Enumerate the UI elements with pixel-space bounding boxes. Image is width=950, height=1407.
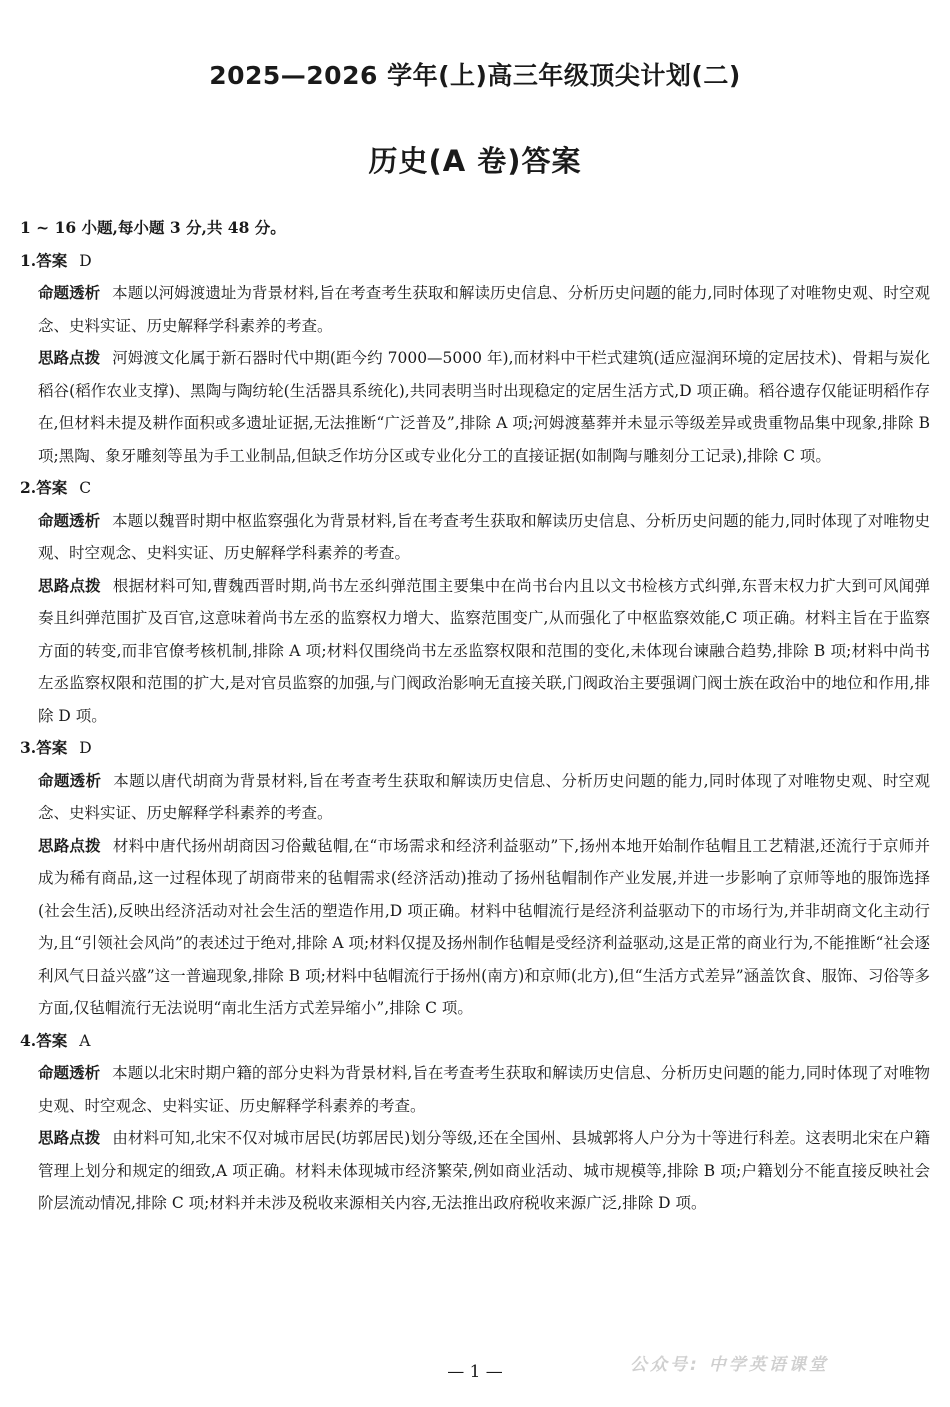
analysis-paragraph bbox=[20, 765, 930, 830]
reasoning-text: 河姆渡文化属于新石器时代中期(距今约 7000—5000 年),而材料中干栏式建筑(适应湿润环境的定居技术)、骨耜与炭化稻谷(稻作农业支撑)、黑陶与陶纺轮(生活器具系统化),共同表明当时出现稳定的定居生活方式,D 项正确。稻谷遗存仅能证明稻作存在,但材料未提及耕作面积或多遗址证据,无法推断“广泛普及”,排除 A 项;河姆渡墓葬并未显示等级差异或贵重物品集中现象,排除 B 项;黑陶、象牙雕刻等虽为手工业制品,但缺乏作坊分区或专业化分工的直接证据(如制陶与雕刻分工记录),排除 C 项。 bbox=[38, 349, 930, 465]
answer-value: D bbox=[79, 251, 92, 270]
answer-value: A bbox=[79, 1031, 91, 1050]
answer-label: 答案 bbox=[36, 478, 68, 497]
answer-value: C bbox=[79, 479, 92, 497]
answer-label: 答案 bbox=[36, 250, 68, 270]
analysis-text: 本题以北宋时期户籍的部分史料为背景材料,旨在考查考生获取和解读历史信息、分析历史问题的能力,同时体现了对唯物史观、时空观念、史料实证、历史解释学科素养的考查。 bbox=[38, 1064, 930, 1115]
scoring-intro: 1 ~ 16 小题,每小题 3 分,共 48 分。 bbox=[20, 218, 286, 237]
reasoning-label: 思路点拨 bbox=[38, 576, 101, 595]
answer-label: 答案 bbox=[36, 738, 68, 757]
analysis-paragraph bbox=[20, 1057, 930, 1122]
analysis-text: 本题以魏晋时期中枢监察强化为背景材料,旨在考查考生获取和解读历史信息、分析历史问题的能力,同时体现了对唯物史观、时空观念、史料实证、历史解释学科素养的考查。 bbox=[38, 511, 930, 562]
page-number: — 1 — bbox=[447, 1362, 503, 1382]
watermark-text: 公众号: 中学英语课堂 bbox=[630, 1355, 829, 1375]
question-number: 1. bbox=[20, 250, 37, 270]
analysis-label: 命题透析 bbox=[38, 511, 101, 530]
reasoning-text: 材料中唐代扬州胡商因习俗戴毡帽,在“市场需求和经济利益驱动”下,扬州本地开始制作毡帽且工艺精湛,还流行于京师并成为稀有商品,这一过程体现了胡商带来的毡帽需求(经济活动)推动了扬州毡帽制作产业发展,并进一步影响了京师等地的服饰选择(社会生活),反映出经济活动对社会生活的塑造作用,D 项正确。材料中毡帽流行是经济利益驱动下的市场行为,并非胡商文化主动行为,且“引领社会风尚”的表述过于绝对,排除 A 项;材料仅提及扬州制作毡帽是受经济利益驱动,这是正常的商业行为,不能推断“社会逐利风气日益兴盛”这一普遍现象,排除 B 项;材料中毡帽流行于扬州(南方)和京师(北方),但“生活方式差异”涵盖饮食、服饰、习俗等多方面,仅毡帽流行无法说明“南北生活方式差异缩小”,排除 C 项。 bbox=[38, 836, 930, 1017]
question-number: 3. bbox=[20, 738, 37, 757]
question-header bbox=[20, 472, 930, 505]
question-number: 4. bbox=[20, 1030, 37, 1050]
answer-label: 答案 bbox=[36, 1030, 68, 1050]
reasoning-label: 思路点拨 bbox=[38, 1129, 101, 1147]
answer-content bbox=[20, 212, 930, 1220]
analysis-text: 本题以河姆渡遗址为背景材料,旨在考查考生获取和解读历史信息、分析历史问题的能力,同时体现了对唯物史观、时空观念、史料实证、历史解释学科素养的考查。 bbox=[38, 284, 930, 335]
exam-title: 2025—2026 学年(上)高三年级顶尖计划(二) bbox=[209, 61, 741, 90]
analysis-text: 本题以唐代胡商为背景材料,旨在考查考生获取和解读历史信息、分析历史问题的能力,同时体现了对唯物史观、时空观念、史料实证、历史解释学科素养的考查。 bbox=[38, 771, 930, 822]
answer-subtitle: 历史(A 卷)答案 bbox=[368, 144, 582, 178]
reasoning-paragraph bbox=[20, 830, 930, 1025]
reasoning-label: 思路点拨 bbox=[38, 836, 101, 855]
reasoning-text: 根据材料可知,曹魏西晋时期,尚书左丞纠弹范围主要集中在尚书台内且以文书检核方式纠弹,东晋末权力扩大到可风闻弹奏且纠弹范围扩及百官,这意味着尚书左丞的监察权力增大、监察范围变广,从而强化了中枢监察效能,C 项正确。材料主旨在于监察方面的转变,而非官僚考核机制,排除 A 项;材料仅围绕尚书左丞监察权限和范围的变化,未体现台谏融合趋势,排除 B 项;材料中尚书左丞监察权限和范围的扩大,是对官员监察的加强,与门阀政治影响无直接关联,门阀政治主要强调门阀士族在政治中的地位和作用,排除 D 项。 bbox=[38, 576, 930, 725]
analysis-label: 命题透析 bbox=[38, 1064, 101, 1082]
reasoning-text: 由材料可知,北宋不仅对城市居民(坊郭居民)划分等级,还在全国州、县城郭将人户分为十等进行科差。这表明北宋在户籍管理上划分和规定的细致,A 项正确。材料未体现城市经济繁荣,例如商业活动、城市规模等,排除 B 项;户籍划分不能直接反映社会阶层流动情况,排除 C 项;材料并未涉及税收来源相关内容,无法推出政府税收来源广泛,排除 D 项。 bbox=[38, 1129, 930, 1212]
answer-value: D bbox=[79, 739, 92, 757]
reasoning-paragraph bbox=[20, 1122, 930, 1220]
analysis-label: 命题透析 bbox=[38, 284, 101, 302]
reasoning-paragraph bbox=[20, 342, 930, 472]
question-number: 2. bbox=[20, 478, 37, 497]
question-header bbox=[20, 245, 930, 278]
analysis-paragraph bbox=[20, 277, 930, 342]
reasoning-paragraph bbox=[20, 570, 930, 733]
reasoning-label: 思路点拨 bbox=[38, 349, 101, 367]
analysis-paragraph bbox=[20, 505, 930, 570]
analysis-label: 命题透析 bbox=[38, 771, 102, 790]
question-header bbox=[20, 1025, 930, 1058]
question-header bbox=[20, 732, 930, 765]
